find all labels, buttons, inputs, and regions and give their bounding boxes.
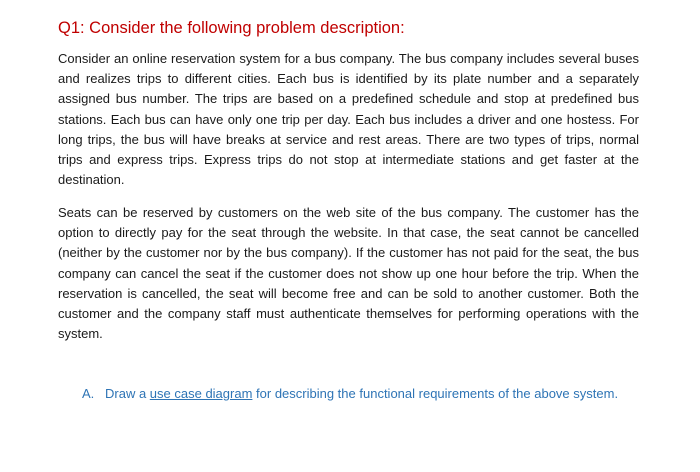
subquestion-text [82,384,638,404]
subquestion-text-after: for describing the functional requirements of the above system. [252,386,619,401]
description-paragraph-1: Consider an online reservation system for a bus company. The bus company includes several buses and realizes trips to different cities. Each bus is identified by its plate number and a separately assigned bus number. The trips are based on a predefined schedule and stop at predefined bus stations. Each bus can have only one trip per day. Each bus includes a driver and one hostess. For long trips, the bus will have breaks at service and rest areas. There are two types of trips, normal trips and express trips. Express trips do not stop at intermediate stations and get faster at the destination. [58,51,639,188]
description-paragraph-2: Seats can be reserved by customers on the web site of the bus company. The customer has the option to directly pay for the seat through the website. In that case, the seat cannot be cancelled (neither by the customer nor by the bus company). If the customer has not paid for the seat, the bus company can cancel the seat if the customer does not show up one hour before the trip. When the reservation is cancelled, the seat will become free and can be sold to another customer. Both the customer and the company staff must authenticate themselves for performing operations with the system. [58,205,639,342]
subquestion-marker: A. [82,386,95,401]
subquestion-a [82,384,638,404]
subquestion-underlined-term: use case diagram [149,386,253,401]
question-title: Q1: Consider the following problem description: [58,19,405,37]
subquestion-text-before: Draw a [105,386,150,401]
